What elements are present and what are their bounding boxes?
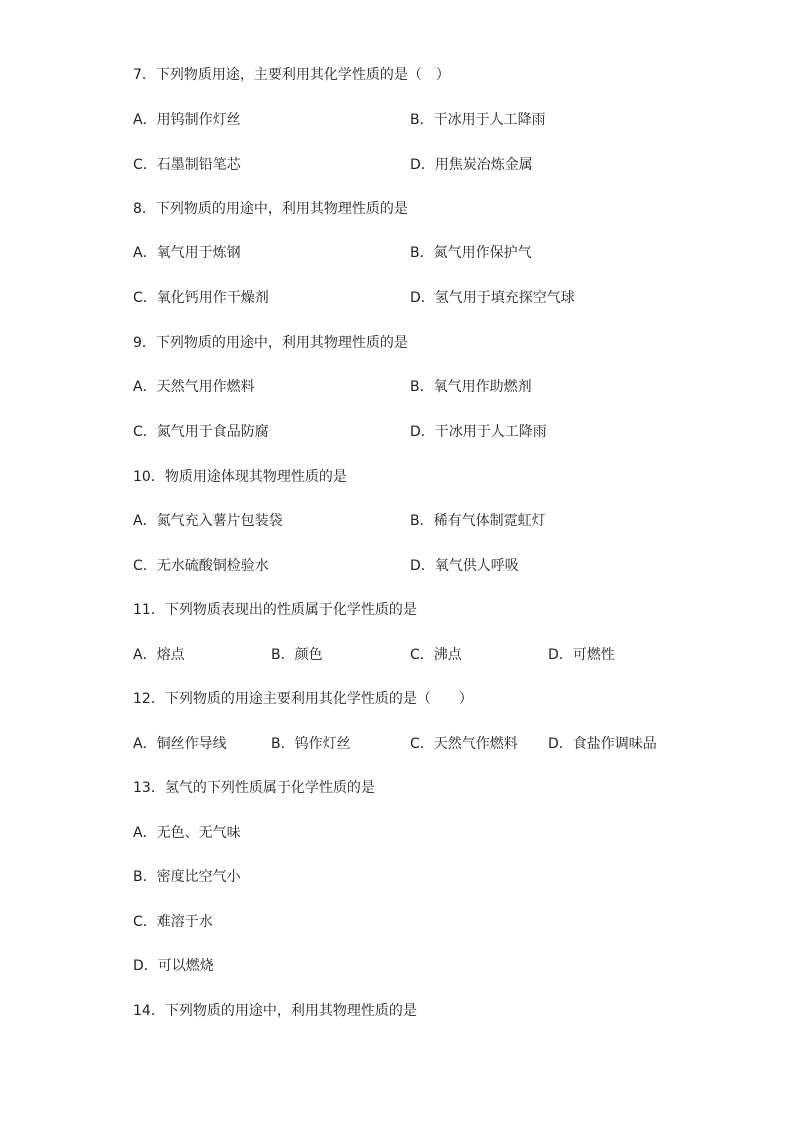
- question-10-stem: 10．物质用途体现其物理性质的是: [133, 469, 347, 485]
- question-8-option-a: A．氧气用于炼钢: [133, 245, 241, 261]
- question-12-stem: 12．下列物质的用途主要利用其化学性质的是（ ）: [133, 691, 473, 707]
- question-11-stem: 11．下列物质表现出的性质属于化学性质的是: [133, 602, 417, 618]
- question-10-option-c: C．无水硫酸铜检验水: [133, 558, 269, 574]
- question-7-option-b: B．干冰用于人工降雨: [410, 112, 546, 128]
- question-8-option-c: C．氧化钙用作干燥剂: [133, 290, 269, 306]
- question-10-option-a: A．氮气充入薯片包装袋: [133, 513, 283, 529]
- question-8-option-d: D．氢气用于填充探空气球: [410, 290, 575, 306]
- question-9-stem: 9．下列物质的用途中，利用其物理性质的是: [133, 335, 408, 351]
- question-9-option-b: B．氧气用作助燃剂: [410, 379, 532, 395]
- question-7-stem: 7．下列物质用途，主要利用其化学性质的是（ ）: [133, 67, 450, 83]
- question-12-option-d: D．食盐作调味品: [548, 736, 657, 752]
- question-11-option-a: A．熔点: [133, 647, 185, 663]
- question-9-option-d: D．干冰用于人工降雨: [410, 424, 547, 440]
- question-7-option-a: A．用钨制作灯丝: [133, 112, 241, 128]
- question-8-stem: 8．下列物质的用途中，利用其物理性质的是: [133, 201, 408, 217]
- question-11-option-c: C．沸点: [410, 647, 462, 663]
- question-12-option-c: C．天然气作燃料: [410, 736, 518, 752]
- question-13-option-a: A．无色、无气味: [133, 825, 241, 841]
- question-7-option-c: C．石墨制铅笔芯: [133, 157, 241, 173]
- question-9-option-c: C．氮气用于食品防腐: [133, 424, 269, 440]
- question-9-option-a: A．天然气用作燃料: [133, 379, 255, 395]
- question-11-option-b: B．颜色: [271, 647, 323, 663]
- question-7-option-d: D．用焦炭冶炼金属: [410, 157, 533, 173]
- question-10-option-d: D．氧气供人呼吸: [410, 558, 519, 574]
- question-14-stem: 14．下列物质的用途中，利用其物理性质的是: [133, 1003, 417, 1019]
- question-12-option-a: A．铜丝作导线: [133, 736, 227, 752]
- question-11-option-d: D．可燃性: [548, 647, 615, 663]
- question-8-option-b: B．氮气用作保护气: [410, 245, 532, 261]
- question-13-stem: 13．氢气的下列性质属于化学性质的是: [133, 780, 375, 796]
- question-13-option-b: B．密度比空气小: [133, 869, 241, 885]
- question-12-option-b: B．钨作灯丝: [271, 736, 351, 752]
- question-10-option-b: B．稀有气体制霓虹灯: [410, 513, 546, 529]
- question-13-option-c: C．难溶于水: [133, 914, 213, 930]
- question-13-option-d: D．可以燃烧: [133, 958, 214, 974]
